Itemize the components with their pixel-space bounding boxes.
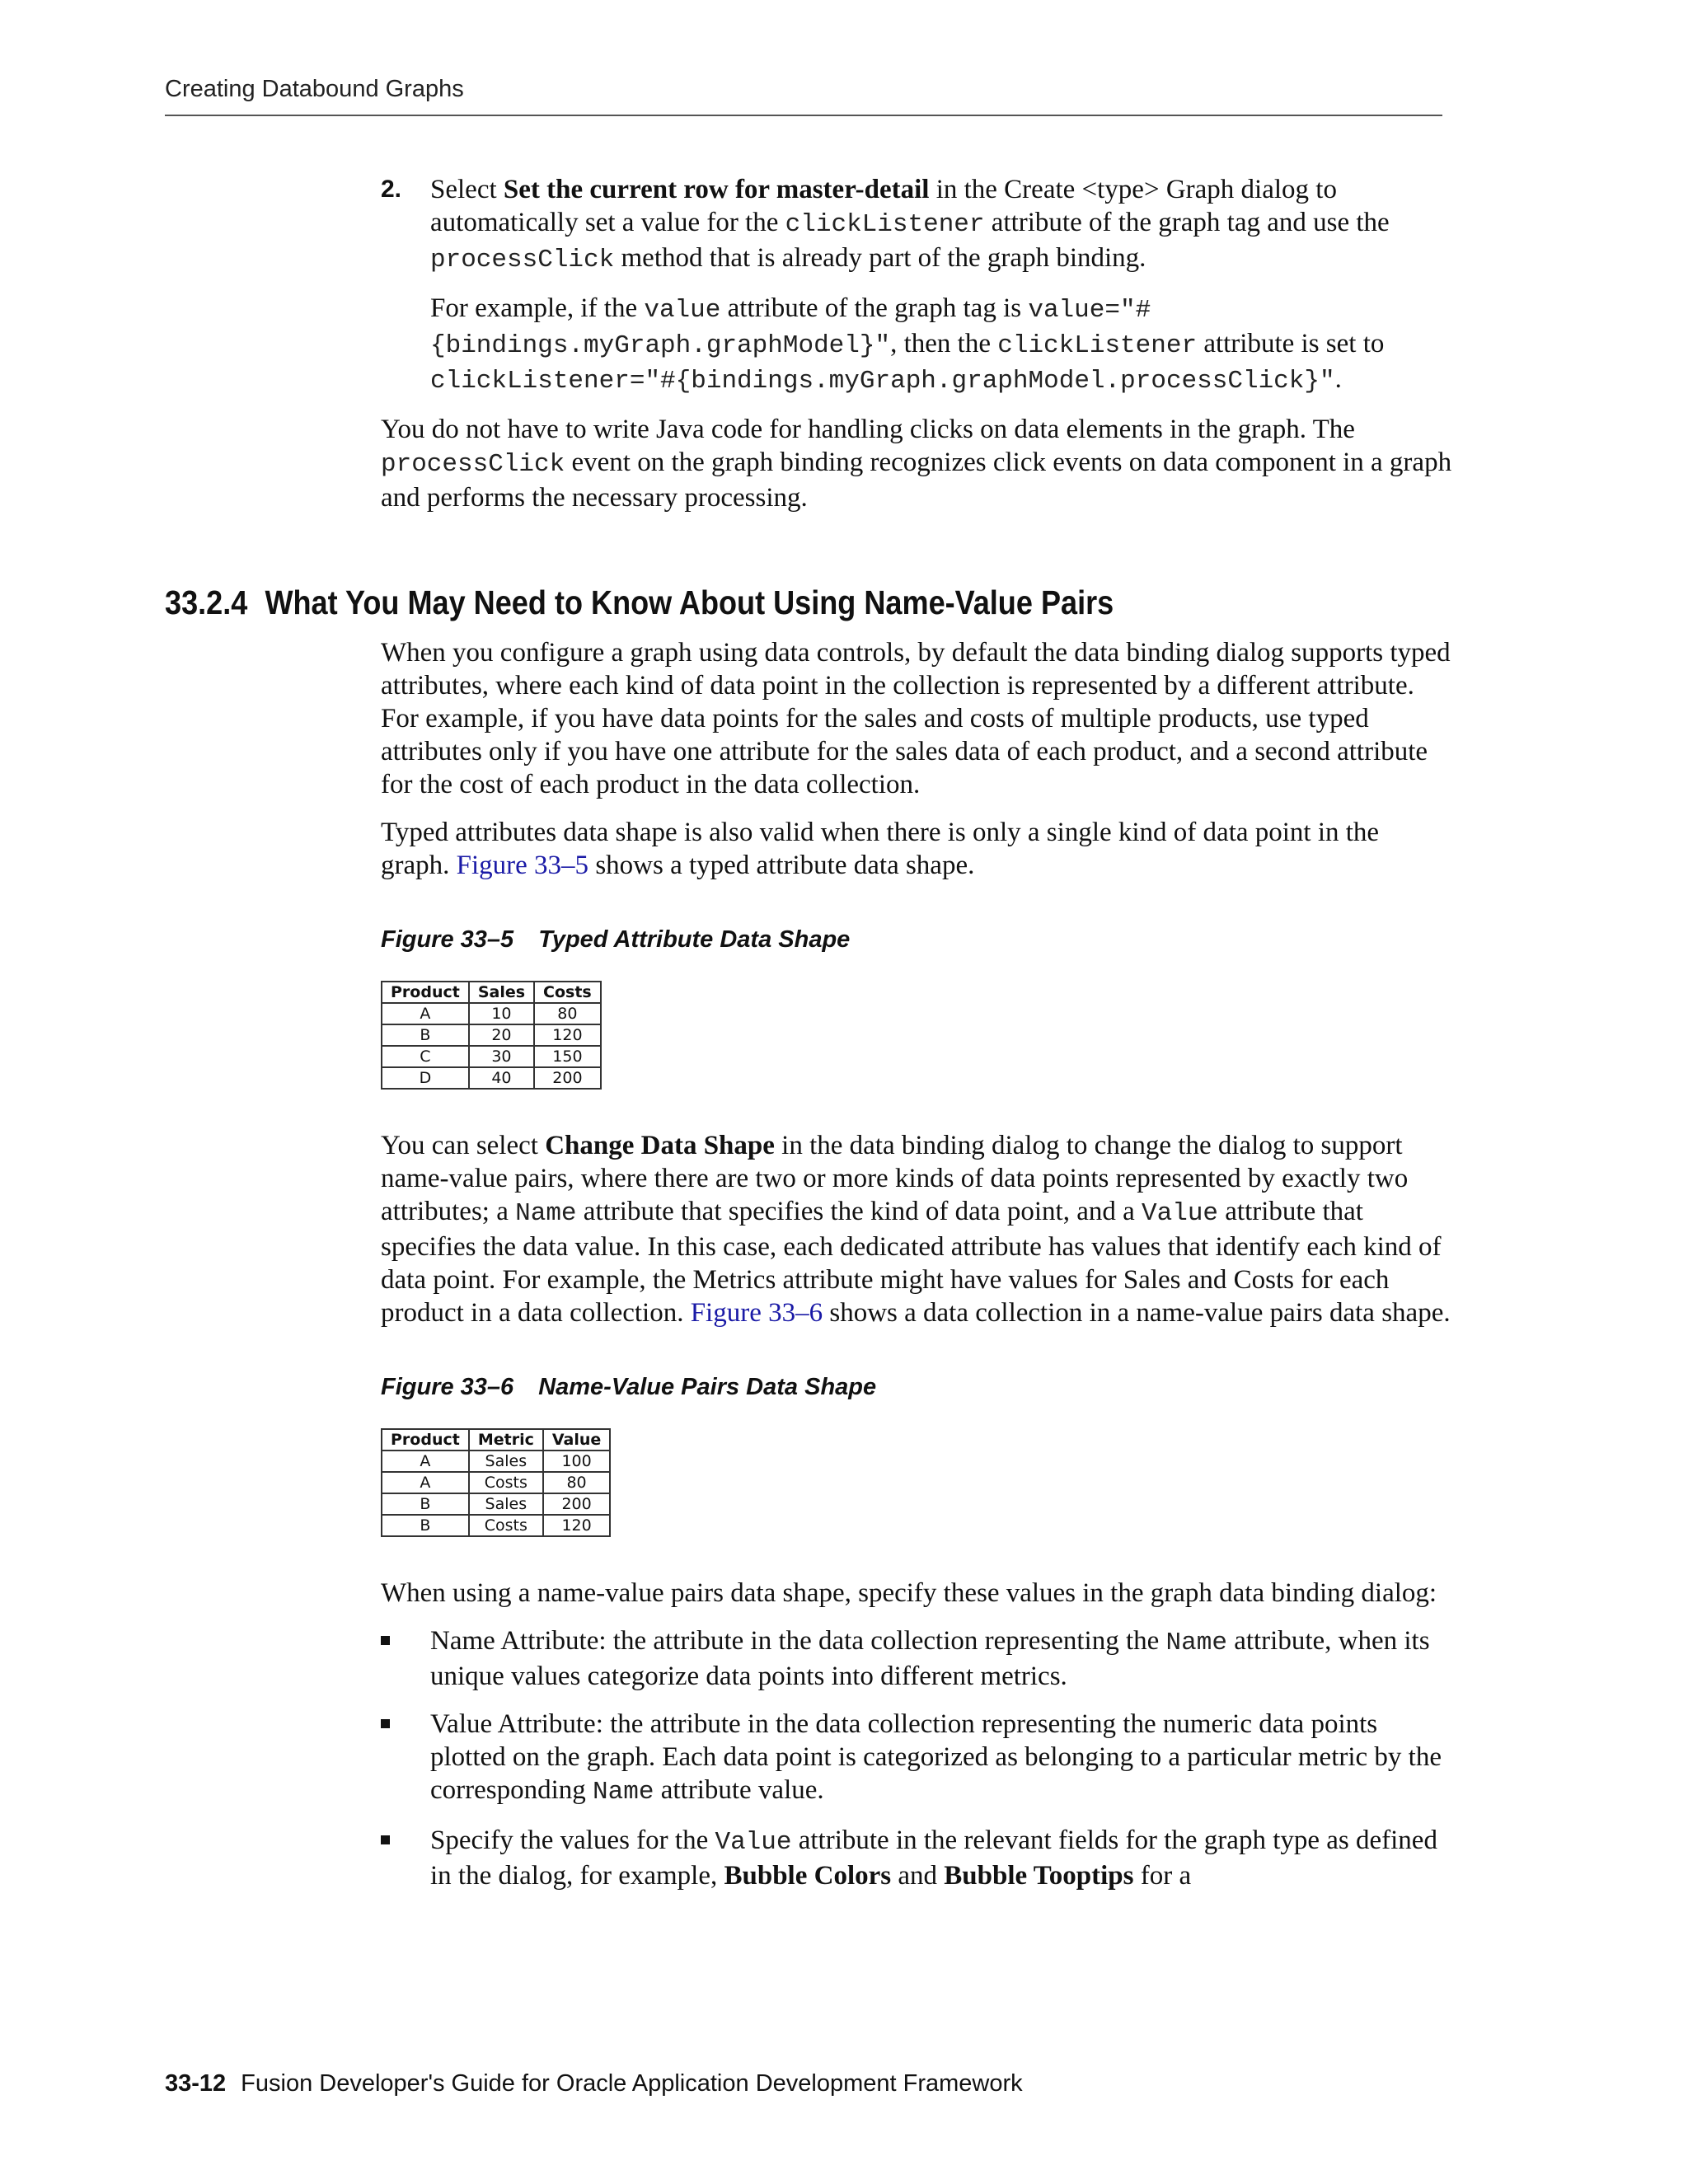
list-item: Value Attribute: the attribute in the data collection representing the numeric data points plotted on the graph. Each data point is categorized as belonging to a particular metric by the corresponding Name attribute value. (381, 1708, 1452, 1809)
code-value-binding: value="#{bindings.myGraph.graphModel}" (430, 296, 1151, 360)
table-row: B 20 120 (382, 1024, 601, 1046)
java-paragraph: You do not have to write Java code for handling clicks on data elements in the graph. The processClick event on the graph binding recognizes click events on data component in a graph and performs the necessary processing. (381, 415, 1452, 513)
section-paragraph-4: When using a name-value pairs data shape, specify these values in the graph data binding dialog: (381, 1578, 1437, 1608)
step-number: 2. (381, 176, 402, 203)
table-row: A 10 80 (382, 1003, 601, 1024)
typed-attribute-table (381, 981, 602, 1090)
table-row: B Sales 200 (382, 1493, 610, 1515)
figure-33-5-caption: Figure 33–5 Typed Attribute Data Shape (381, 926, 851, 953)
square-bullet-icon (381, 1636, 390, 1645)
step-2 (381, 173, 1452, 398)
column-header: Product (382, 1429, 469, 1451)
figure-33-6-caption: Figure 33–6 Name-Value Pairs Data Shape (381, 1374, 877, 1400)
column-header: Value (543, 1429, 610, 1451)
column-header: Metric (469, 1429, 543, 1451)
step-content (381, 173, 1452, 514)
name-value-pairs-table (381, 1428, 611, 1537)
code-clicklistener: clickListener (785, 210, 985, 239)
code-processclick: processClick (430, 246, 615, 274)
section-paragraph-2: Typed attributes data shape is also valid when there is only a single kind of data point in the graph. Figure 33–5 shows a typed attribute data shape. (381, 818, 1380, 880)
book-title: Fusion Developer's Guide for Oracle Application Development Framework (241, 2070, 1023, 2097)
header-rule (165, 115, 1442, 116)
section-title: What You May Need to Know About Using Name-Value Pairs (265, 583, 1114, 621)
table-row: D 40 200 (382, 1067, 601, 1089)
section-paragraph-1: When you configure a graph using data controls, by default the data binding dialog supports typed attributes, where each kind of data point in the collection is represented by a different attribute. For example, if you have data points for the sales and costs of multiple products, use typed attributes only if you have one attribute for the sales data of each product, and a second attribute for the cost of each product in the data collection. (381, 638, 1451, 799)
column-header: Product (382, 982, 469, 1003)
column-header: Costs (534, 982, 601, 1003)
page-footer (165, 2070, 1023, 2097)
square-bullet-icon (381, 1835, 390, 1844)
column-header: Sales (469, 982, 534, 1003)
table-row: B Costs 120 (382, 1515, 610, 1536)
table-row: A Costs 80 (382, 1472, 610, 1493)
section-body (381, 636, 1452, 1892)
option-set-current-row: Set the current row for master-detail (503, 175, 930, 204)
table-header-row (382, 982, 601, 1003)
step-2-paragraph: Select Set the current row for master-detail in the Create <type> Graph dialog to automatically set a value for the clickListener attribute of the graph tag and use the processClick method that is already part of the graph binding. (430, 175, 1390, 274)
step-2-example: For example, if the value attribute of the graph tag is value="#{bindings.myGraph.graphModel}", then the clickListener attribute is set to clickListener="#{bindings.myGraph.graphModel.processClick}". (430, 293, 1385, 396)
bullet-list (381, 1624, 1452, 1892)
table-row: A Sales 100 (382, 1451, 610, 1472)
code-clicklistener-binding: clickListener="#{bindings.myGraph.graphModel.processClick}" (430, 367, 1335, 396)
running-header: Creating Databound Graphs (165, 76, 464, 102)
table-row: C 30 150 (382, 1046, 601, 1067)
page-number: 33-12 (165, 2070, 227, 2097)
option-change-data-shape: Change Data Shape (545, 1131, 775, 1160)
link-figure-33-6[interactable]: Figure 33–6 (690, 1298, 823, 1328)
section-number: 33.2.4 (165, 583, 248, 621)
square-bullet-icon (381, 1719, 390, 1728)
link-figure-33-5[interactable]: Figure 33–5 (456, 851, 589, 880)
section-paragraph-3: You can select Change Data Shape in the data binding dialog to change the dialog to support name-value pairs, where there are two or more kinds of data points represented by exactly two attributes; a Name attribute that specifies the kind of data point, and a Value attribute that specifies the data value. In this case, each dedicated attribute has values that identify each kind of data point. For example, the Metrics attribute might have values for Sales and Costs for each product in a data collection. Figure 33–6 shows a data collection in a name-value pairs data shape. (381, 1131, 1451, 1328)
list-item: Specify the values for the Value attribute in the relevant fields for the graph type as defined in the dialog, for example, Bubble Colors and Bubble Tooptips for a (381, 1824, 1452, 1892)
section-heading (165, 582, 1114, 623)
table-header-row (382, 1429, 610, 1451)
list-item: Name Attribute: the attribute in the data collection representing the Name attribute, when its unique values categorize data points into different metrics. (381, 1624, 1452, 1693)
